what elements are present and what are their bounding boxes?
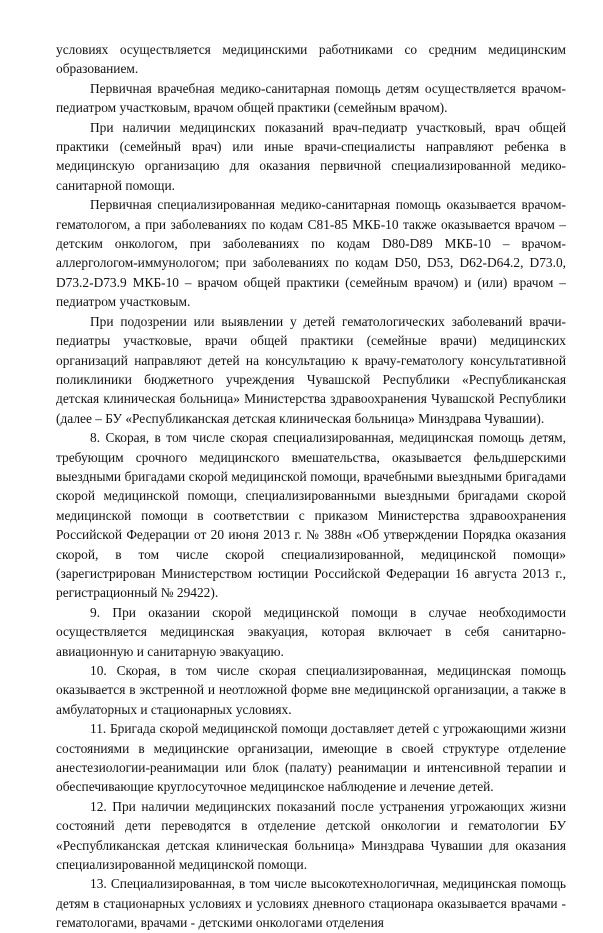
document-page — [56, 40, 566, 933]
paragraph-primary-care: Первичная врачебная медико-санитарная помощь детям осуществляется врачом-педиатром участковым, врачом общей практики (семейным врачом). — [56, 80, 566, 116]
paragraph-item-12: 12. При наличии медицинских показаний после устранения угрожающих жизни состояний дети переводятся в отделение детской онкологии и гематологии БУ «Республиканская детская клиническая больница» Минздрава Чувашии для оказания специализированной медицинской помощи. — [56, 798, 566, 873]
paragraph-hematology-referral: При подозрении или выявлении у детей гематологических заболеваний врачи-педиатры участковые, врачи общей практики (семейные врачи) медицинских организаций направляют детей на консультацию к врачу-гематологу консультативной поликлиники бюджетного учреждения Чувашской Республики «Республиканская детская клиническая больница» Министерства здравоохранения Чувашской Республики (далее – БУ «Республиканская детская клиническая больница» Минздрава Чувашии). — [56, 313, 566, 426]
paragraph-item-10: 10. Скорая, в том числе скорая специализированная, медицинская помощь оказывается в экстренной и неотложной форме вне медицинской организации, а также в амбулаторных и стационарных условиях. — [56, 663, 566, 717]
paragraph-item-9: 9. При оказании скорой медицинской помощи в случае необходимости осуществляется медицинская эвакуация, которая включает в себя санитарно-авиационную и санитарную эвакуацию. — [56, 604, 566, 659]
paragraph-continuation: условиях осуществляется медицинскими работниками со средним медицинским образованием. — [56, 42, 566, 77]
paragraph-referral: При наличии медицинских показаний врач-педиатр участковый, врач общей практики (семейный врач) или иные врачи-специалисты направляют ребенка в медицинскую организацию для оказания первичной специализированной медико-санитарной помощи. — [56, 119, 566, 193]
paragraph-specialized-care: Первичная специализированная медико-санитарная помощь оказывается врачом-гематологом, а при заболеваниях по кодам С81-85 МКБ-10 также оказывается врачом – детским онкологом, при заболеваниях по кодам D80-D89 МКБ-10 – врачом-аллергологом-иммунологом; при заболеваниях по кодам D50, D53, D62-D64.2, D73.0, D73.2-D73.9 МКБ-10 – врачом общей практики (семейным врачом) и (или) врачом – педиатром участковым. — [56, 197, 566, 310]
paragraph-item-11: 11. Бригада скорой медицинской помощи доставляет детей с угрожающими жизни состояниями в медицинские организации, имеющие в своей структуре отделение анестезиологии-реанимации или блок (палату) реанимации и интенсивной терапии и обеспечивающие круглосуточное медицинское наблюдение и лечение детей. — [56, 721, 566, 795]
paragraph-item-8: 8. Скорая, в том числе скорая специализированная, медицинская помощь детям, требующим срочного медицинского вмешательства, оказывается фельдшерскими выездными бригадами скорой медицинской помощи, врачебными выездными бригадами скорой медицинской помощи, специализированными выездными бригадами скорой медицинской помощи в соответствии с приказом Министерства здравоохранения Российской Федерации от 20 июня 2013 г. № 388н «Об утверждении Порядка оказания скорой, в том числе скорой специализированной, медицинской помощи» (зарегистрирован Министерством юстиции Российской Федерации 16 августа 2013 г., регистрационный № 29422). — [56, 430, 566, 601]
paragraph-item-13: 13. Специализированная, в том числе высокотехнологичная, медицинская помощь детям в стационарных условиях и условиях дневного стационара оказывается врачами - гематологами, врачами - детскими онкологами отделения — [56, 876, 566, 931]
